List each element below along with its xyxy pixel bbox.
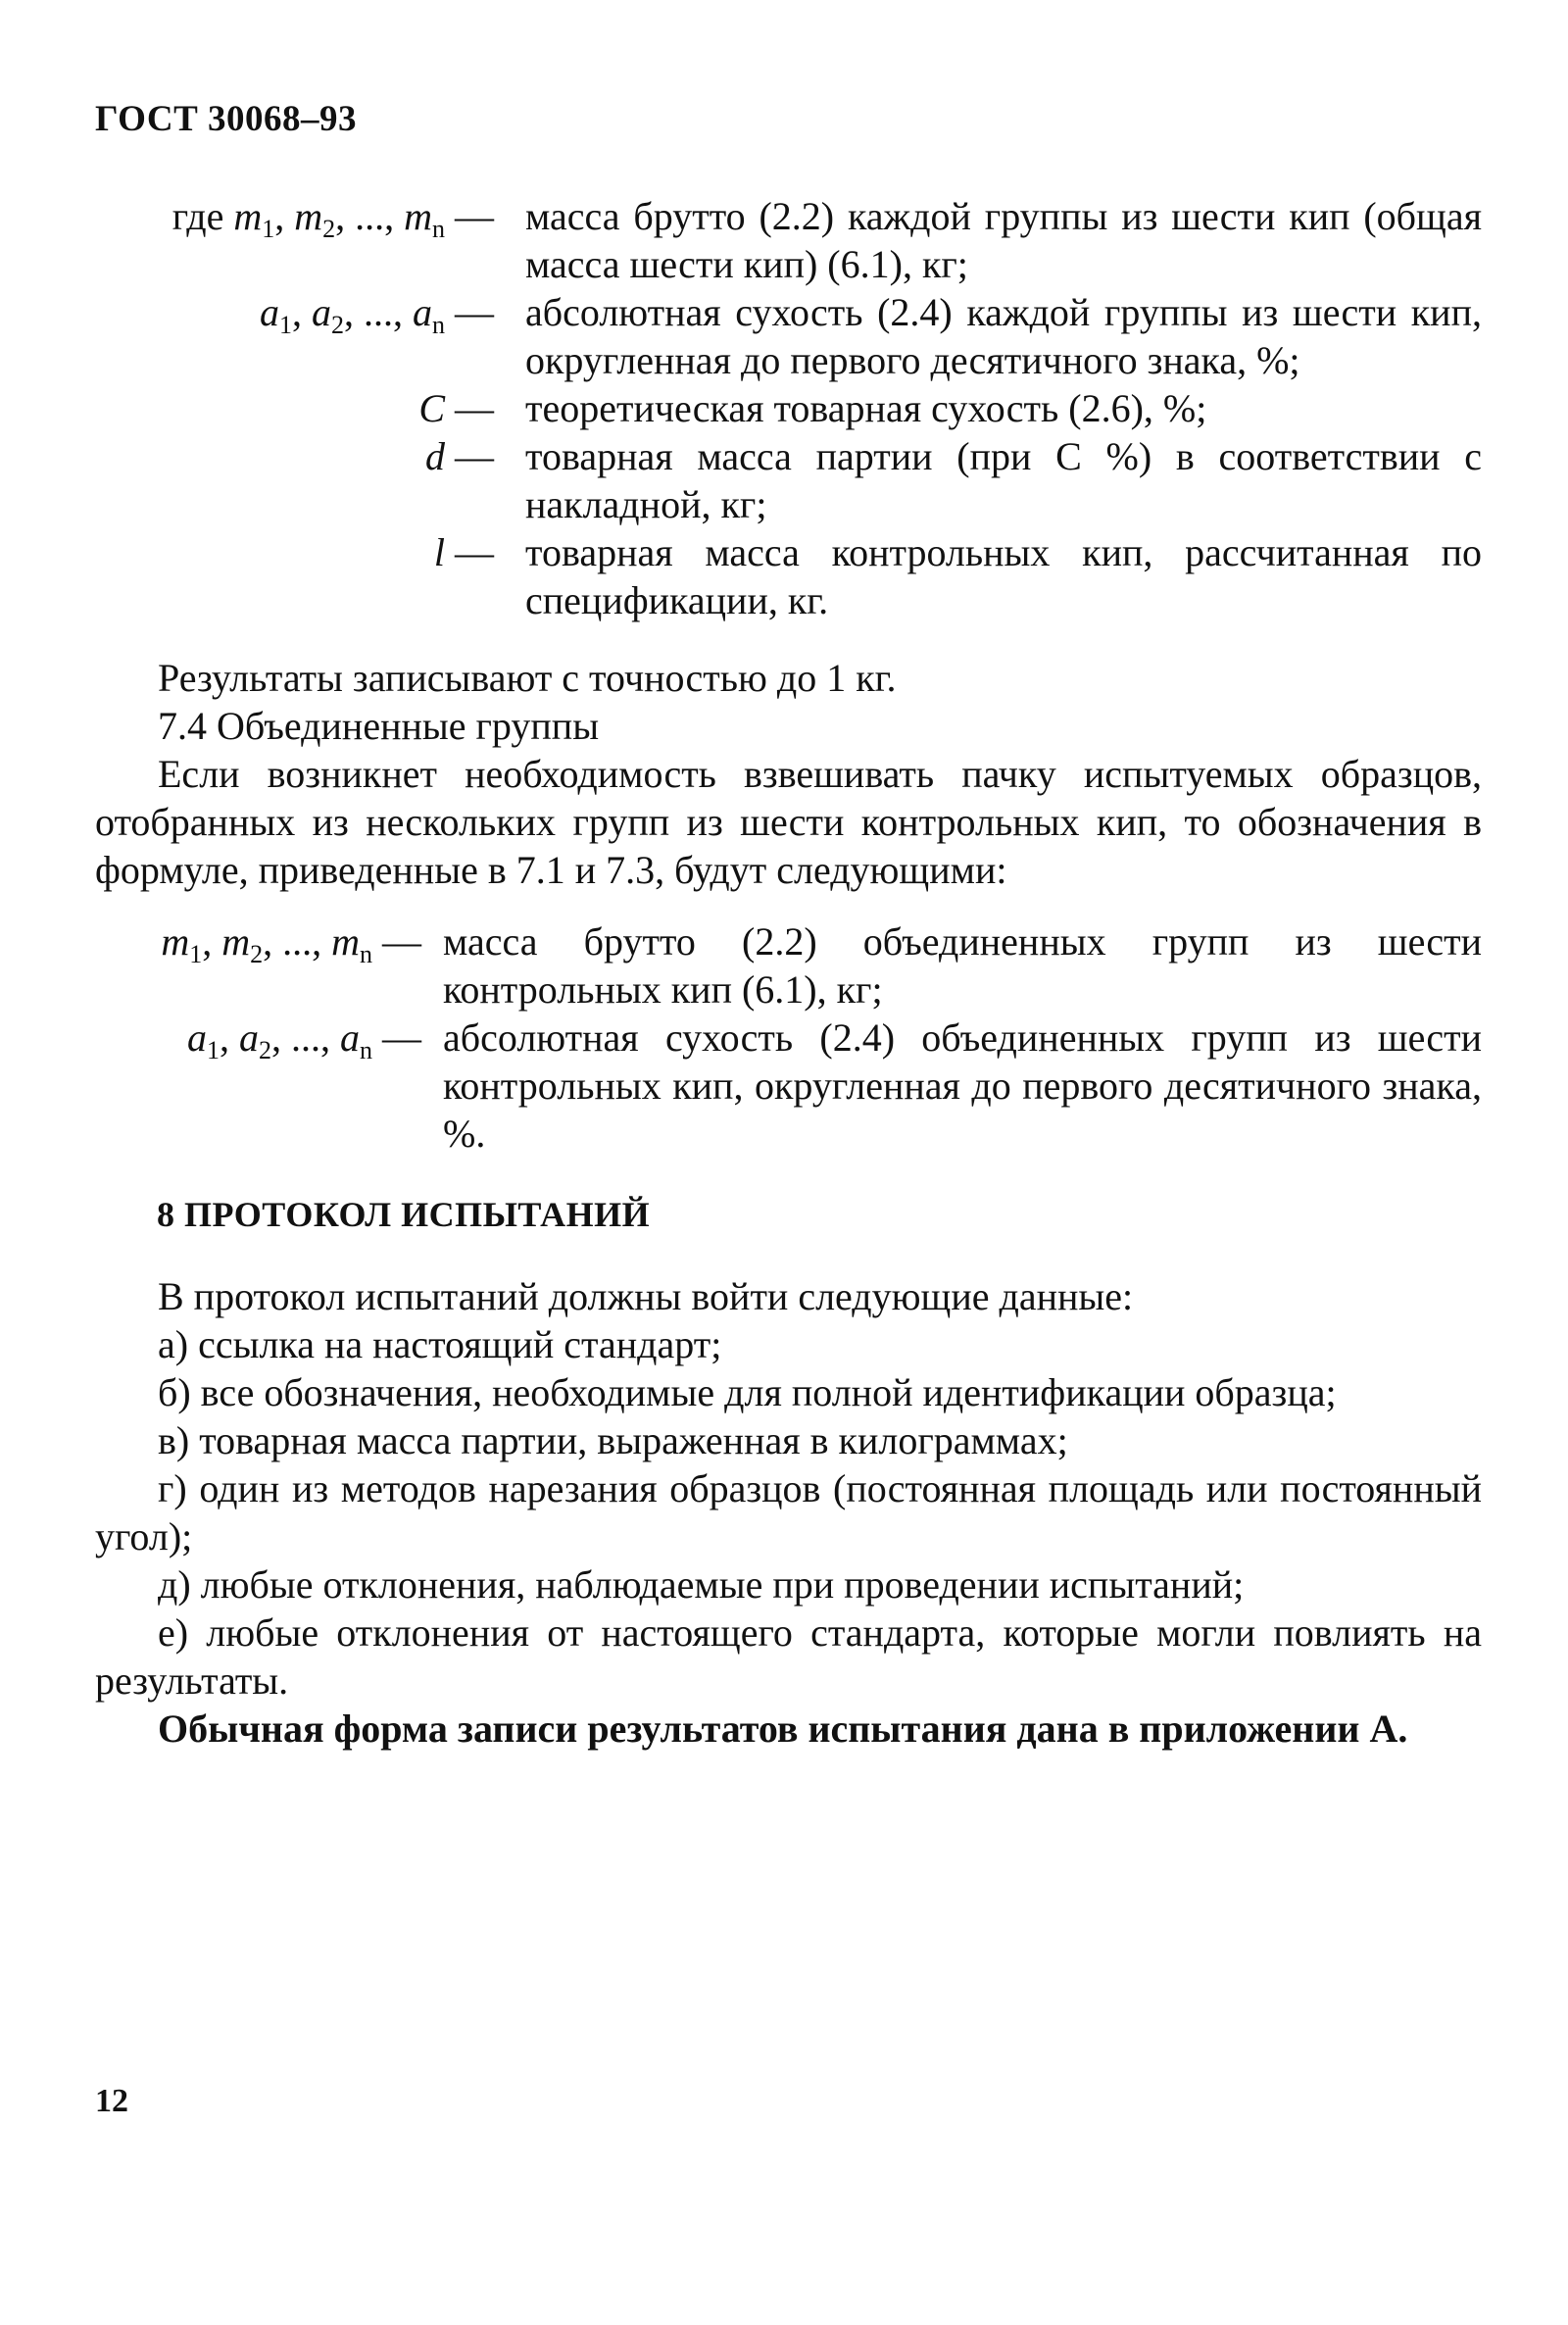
list-item: б) все обозначения, необходимые для полной идентификации образца; [158,1370,1337,1414]
definition-term: $a_1$, $a_2$, ..., $a_n$ — [187,1015,421,1064]
section-title: 8 ПРОТОКОЛ ИСПЫТАНИЙ [157,1195,651,1234]
definition-row [0,1014,1568,1158]
definition-text: масса брутто (2.2) объединенных групп из шести контрольных кип (6.1), кг; [443,919,1482,1012]
definition-term: $m_1$, $m_2$, ..., $m_n$ — [161,919,421,968]
definition-row [0,192,1568,288]
definition-term: d — [425,434,494,478]
definition-term: C — [418,386,494,430]
combined-definitions [0,917,1568,1158]
page-number: 12 [95,2083,128,2119]
definition-term: $a_1$, $a_2$, ..., $a_n$ — [260,290,494,339]
standard-header: ГОСТ 30068–93 [95,99,357,139]
subsection-title: 7.4 Объединенные группы [158,704,600,748]
list-item: д) любые отклонения, наблюдаемые при проведении испытаний; [158,1562,1245,1607]
subsection-body: Если возникнет необходимость взвешивать пачку испытуемых образцов, отобранных из нескольких групп из шести контрольных кип, то обозначения в формуле, приведенные в 7.1 и 7.3, будут следующими: [95,752,1482,892]
protocol-list [95,1272,1482,1753]
definition-text: абсолютная сухость (2.4) объединенных групп из шести контрольных кип, округленная до первого десятичного знака, %. [443,1015,1482,1156]
list-item: е) любые отклонения от настоящего стандарта, которые могли повлиять на результаты. [95,1610,1482,1703]
definition-text: масса брутто (2.2) каждой группы из шести кип (общая масса шести кип) (6.1), кг; [525,194,1482,286]
list-item: а) ссылка на настоящий стандарт; [158,1322,722,1366]
definition-row [0,528,1568,624]
closing-note: Обычная форма записи результатов испытания дана в приложении А. [158,1707,1408,1751]
protocol-intro: В протокол испытаний должны войти следующие данные: [158,1274,1134,1318]
definition-row [0,432,1568,528]
formula-definitions [0,192,1568,624]
definition-text: товарная масса партии (при С %) в соответствии с накладной, кг; [525,434,1482,526]
list-item: г) один из методов нарезания образцов (постоянная площадь или постоянный угол); [95,1466,1482,1558]
definition-text: абсолютная сухость (2.4) каждой группы из шести кип, округленная до первого десятичного знака, %; [525,290,1482,382]
results-note: Результаты записывают с точностью до 1 кг. [158,656,897,700]
definition-row [0,384,1568,432]
definition-term: l — [433,530,494,574]
definition-row [0,917,1568,1014]
definition-text: теоретическая товарная сухость (2.6), %; [525,386,1207,430]
definition-text: товарная масса контрольных кип, рассчитанная по спецификации, кг. [525,530,1482,622]
definition-term: где $m_1$, $m_2$, ..., $m_n$ — [172,194,494,243]
definition-row [0,288,1568,384]
list-item: в) товарная масса партии, выраженная в килограммах; [158,1418,1068,1462]
